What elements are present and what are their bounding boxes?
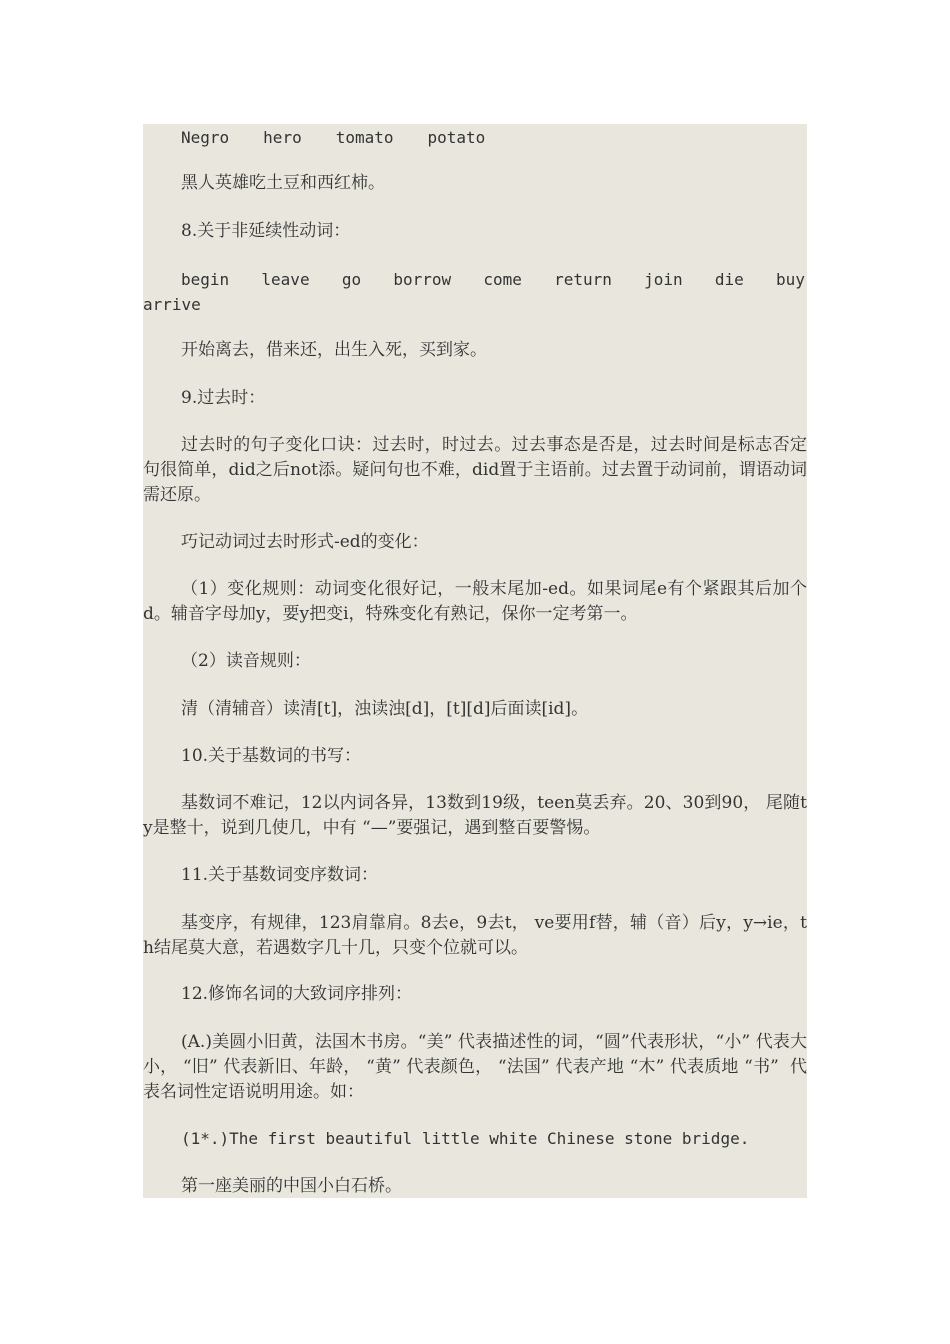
paragraph: （1）变化规则：动词变化很好记，一般末尾加-ed。如果词尾e有个紧跟其后加个d。辅音字母加y，要y把变i，特殊变化有熟记，保你一定考第一。 [143, 579, 807, 624]
word: begin [181, 270, 230, 289]
word: return [554, 270, 612, 289]
word: tomato [335, 128, 394, 147]
word-list-1 [143, 125, 807, 150]
word: join [644, 270, 683, 289]
document-page [143, 124, 807, 1198]
paragraph: 基变序，有规律，123肩靠肩。8去e，9去t， ve要用f替，辅（音）后y，y→ie，th结尾莫大意，若遇数字几十几，只变个位就可以。 [143, 913, 807, 958]
paragraph: (A.)美圆小旧黄，法国木书房。“美” 代表描述性的词，“圆”代表形状，“小” 代表大小， “旧” 代表新旧、年龄， “黄” 代表颜色， “法国” 代表产地 “木” 代表质地 “书” 代表名词性定语说明用途。如： [143, 1032, 807, 1102]
word: go [341, 270, 362, 289]
paragraph: 第一座美丽的中国小白石桥。 [181, 1176, 402, 1196]
word: come [483, 270, 522, 289]
word: leave [261, 270, 310, 289]
word: Negro [181, 128, 230, 147]
section-heading: 10.关于基数词的书写： [181, 746, 362, 766]
section-heading: 8.关于非延续性动词： [181, 221, 351, 241]
word-list-2-continuation: arrive [143, 295, 201, 314]
paragraph: 过去时的句子变化口诀：过去时，时过去。过去事态是否是，过去时间是标志否定句很简单，did之后not添。疑问句也不难，did置于主语前。过去置于动词前，谓语动词需还原。 [143, 435, 807, 505]
section-heading: 9.过去时： [181, 388, 266, 408]
paragraph: 开始离去，借来还，出生入死，买到家。 [181, 340, 487, 360]
section-heading: 11.关于基数词变序数词： [181, 865, 379, 885]
paragraph: （2）读音规则： [181, 651, 311, 671]
section-heading: 12.修饰名词的大致词序排列： [181, 984, 413, 1004]
paragraph: 清（清辅音）读清[t]，浊读浊[d]，[t][d]后面读[id]。 [181, 699, 589, 719]
word: die [714, 270, 744, 289]
word-list-2 [143, 267, 807, 292]
word: hero [263, 128, 302, 147]
word: buy [776, 270, 805, 289]
paragraph: 基数词不难记，12以内词各异，13数到19级，teen莫丢弃。20、30到90， 尾随ty是整十，说到几使几，中有 “—”要强记，遇到整百要警惕。 [143, 793, 807, 838]
paragraph: 黑人英雄吃土豆和西红柿。 [181, 173, 385, 193]
word: borrow [393, 270, 452, 289]
example-sentence: (1*.)The first beautiful little white Chinese stone bridge. [181, 1129, 750, 1148]
paragraph: 巧记动词过去时形式-ed的变化： [181, 532, 429, 552]
word: potato [427, 128, 486, 147]
